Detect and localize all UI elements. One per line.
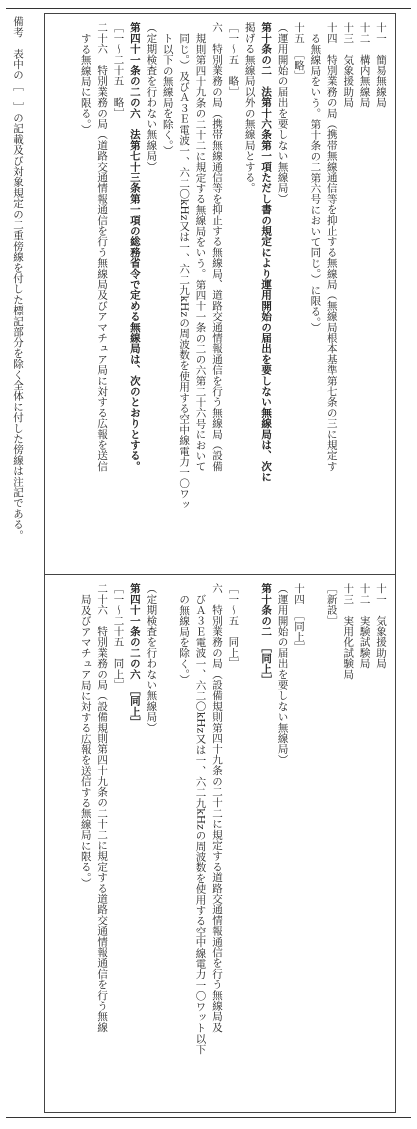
new-text-line: 十二 実験試験局 bbox=[358, 583, 371, 669]
old-text-line: 十三 気象援助局 bbox=[342, 22, 355, 108]
old-text-line: ［一～二十五 略］ bbox=[112, 22, 125, 119]
new-text-line bbox=[159, 583, 175, 1106]
new-text-line: 第四十一条の二の六 ［同上］ bbox=[128, 583, 141, 728]
old-text-line: る無線局をいう。第十条の二第六号において同じ。）に限る。） bbox=[309, 32, 322, 333]
new-text-line: （定期検査を行わない無線局） bbox=[145, 583, 158, 733]
old-text-line: 十五 ［略］ bbox=[292, 22, 305, 81]
new-text-line: 十三 実用化試験局 bbox=[342, 583, 355, 680]
remarks-note: 備考 表中の［ ］の記載及び対象規定の二重傍線を付した標記部分を除く全体に付した傍線は注記である。 bbox=[12, 16, 24, 541]
old-text-line: 十二 構内無線局 bbox=[358, 22, 371, 108]
new-text-line: ［新設］ bbox=[325, 583, 338, 626]
new-text-line: ［一～二十五 同上］ bbox=[112, 583, 125, 690]
old-text-line: 第十条の二 法第十六条第一項ただし書の規定により運用開始の届出を要しない無線局は、次に bbox=[260, 22, 273, 483]
old-provisions-column bbox=[45, 14, 395, 574]
old-text-line: 十四 特別業務の局（携帯無線通信等を抑止する無線局（無線局根本基準第七条の三に規定す bbox=[325, 22, 338, 472]
old-text-line: ［一～五 略］ bbox=[227, 22, 240, 97]
old-text-line: （運用開始の届出を要しない無線局） bbox=[276, 22, 289, 204]
new-text-line: 第十条の二 ［同上］ bbox=[260, 583, 273, 685]
new-text-line: 十四 ［同上］ bbox=[292, 583, 305, 653]
top-rule bbox=[6, 8, 411, 9]
new-text-line: びＡ３Ｅ電波一、六二〇kHz又は一、六二九kHzの周波数を使用する空中線電力一〇ワット以下 bbox=[194, 593, 207, 1055]
old-text-line: 十一 簡易無線局 bbox=[375, 22, 387, 108]
new-text-line: 二十六 特別業務の局（設備規則第四十九条の二十二に規定する道路交通情報通信を行う無線 bbox=[96, 583, 109, 1033]
new-text-line bbox=[241, 583, 257, 1106]
comparison-table bbox=[44, 13, 396, 1113]
new-text-line: 局及びアマチュア局に対する広報を送信する無線局に限る。） bbox=[79, 593, 92, 888]
old-text-line: 掲げる無線局以外の無線局とする。 bbox=[243, 22, 256, 194]
old-text-line: 第四十一条の二の六 法第七十三条第一項の総務省令で定める無線局は、次のとおりとする。 bbox=[128, 22, 141, 472]
old-text-line: 同じ。）及びＡ３Ｅ電波一、六二〇kHz又は一、六二九kHzの周波数を使用する空中線電力一〇ワッ bbox=[178, 32, 191, 510]
new-text-line: 六 特別業務の局（設備規則第四十九条の二十二に規定する道路交通情報通信を行う無線局及 bbox=[210, 583, 223, 1033]
new-text-line bbox=[307, 583, 323, 1106]
old-text-line: 規則第四十九条の二十二に規定する無線局をいう。第四十一条の二の六第二十六号において bbox=[194, 32, 207, 472]
old-text-line: する無線局に限る。） bbox=[79, 32, 92, 135]
new-text-line: ［一～五 同上］ bbox=[227, 583, 240, 669]
new-text-line: 十一 気象援助局 bbox=[375, 583, 387, 669]
new-provisions-column bbox=[45, 575, 395, 1114]
bottom-rule bbox=[6, 1117, 411, 1118]
old-text-line: （定期検査を行わない無線局） bbox=[145, 22, 158, 172]
new-text-line: （運用開始の届出を要しない無線局） bbox=[276, 583, 289, 765]
new-text-line: の無線局を除く。） bbox=[178, 593, 191, 685]
old-text-line: 六 特別業務の局（携帯無線通信等を抑止する無線局、道路交通情報通信を行う無線局（設備 bbox=[210, 22, 223, 472]
old-text-line: 二十六 特別業務の局（道路交通情報通信を行う無線局及びアマチュア局に対する広報を送信 bbox=[96, 22, 109, 472]
old-text-line: ト以下の無線局を除く。） bbox=[161, 32, 174, 156]
